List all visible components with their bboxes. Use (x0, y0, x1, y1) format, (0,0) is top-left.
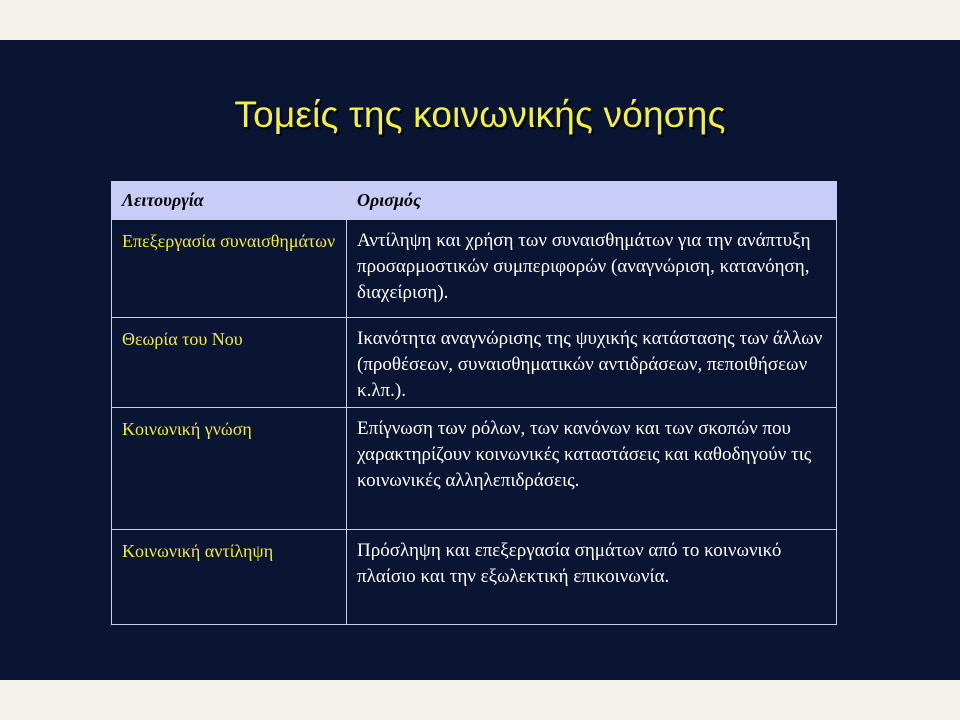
slide (0, 40, 960, 680)
table-header-row (112, 182, 837, 220)
table-row (112, 530, 837, 625)
slide-title: Τομείς της κοινωνικής νόησης (234, 94, 726, 135)
row-definition: Πρόσληψη και επεξεργασία σημάτων από το κοινωνικό πλαίσιο και την εξωλεκτική επικοινωνία. (347, 530, 837, 625)
row-definition: Επίγνωση των ρόλων, των κανόνων και των σκοπών που χαρακτηρίζουν κοινωνικές καταστάσεις και καθοδηγούν τις κοινωνικές αλληλεπιδράσεις. (347, 408, 837, 530)
definitions-table (111, 181, 837, 625)
row-definition: Ικανότητα αναγνώρισης της ψυχικής κατάστασης των άλλων (προθέσεων, συναισθηματικών αντιδράσεων, πεποιθήσεων κ.λπ.). (347, 318, 837, 408)
table-row (112, 408, 837, 530)
row-definition: Αντίληψη και χρήση των συναισθημάτων για την ανάπτυξη προσαρμοστικών συμπεριφορών (αναγνώριση, κατανόηση, διαχείριση). (347, 220, 837, 318)
row-term: Κοινωνική γνώση (112, 408, 347, 530)
row-term: Θεωρία του Νου (112, 318, 347, 408)
table-row (112, 220, 837, 318)
row-term: Κοινωνική αντίληψη (112, 530, 347, 625)
header-definition: Ορισμός (347, 182, 837, 220)
table-row (112, 318, 837, 408)
header-function: Λειτουργία (112, 182, 347, 220)
row-term: Επεξεργασία συναισθημάτων (112, 220, 347, 318)
